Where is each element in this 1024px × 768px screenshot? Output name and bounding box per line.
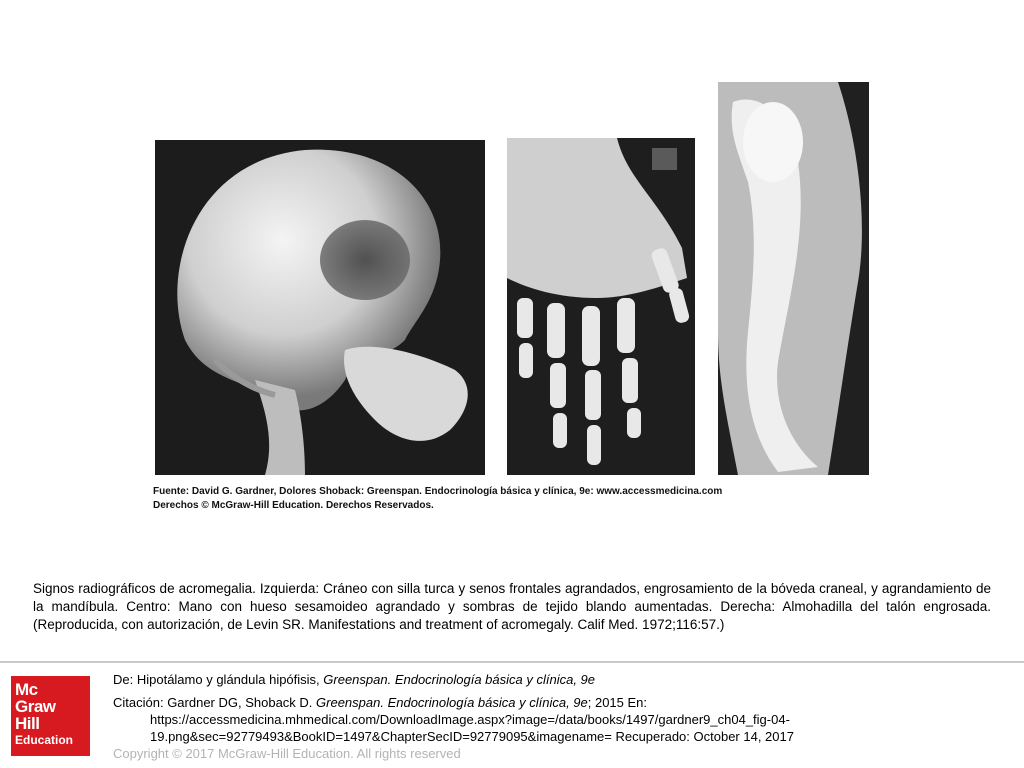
citation-block bbox=[113, 671, 873, 745]
copyright-notice: Copyright © 2017 McGraw-Hill Education. All rights reserved bbox=[113, 746, 461, 761]
source-note-line-1: Fuente: David G. Gardner, Dolores Shoback: Greenspan. Endocrinología básica y clínica, 9e: www.accessmedicina.com bbox=[153, 486, 723, 497]
source-note-line-2: Derechos © McGraw-Hill Education. Derechos Reservados. bbox=[153, 500, 434, 511]
citation-url-line-1[interactable]: https://accessmedicina.mhmedical.com/DownloadImage.aspx?image=/data/books/1497/gardner9_ch04_fig-04- bbox=[150, 712, 790, 727]
logo-line-2: Graw bbox=[15, 697, 56, 716]
source-book-title: Greenspan. Endocrinología básica y clínica, 9e bbox=[323, 672, 595, 687]
citation-prefix: Citación: Gardner DG, Shoback D. bbox=[113, 695, 317, 710]
source-chapter-prefix: De: Hipotálamo y glándula hipófisis, bbox=[113, 672, 324, 687]
source-chapter-line bbox=[113, 671, 873, 688]
heel-xray-image bbox=[718, 82, 869, 475]
citation-url-line-2[interactable]: 19.png&sec=92779493&BookID=1497&ChapterSecID=92779095&imagename= Recuperado: October 14, 2017 bbox=[150, 729, 794, 744]
logo-line-4: Education bbox=[15, 733, 74, 747]
footer-divider bbox=[0, 661, 1024, 663]
citation-suffix: ; 2015 En: bbox=[587, 695, 648, 710]
mcgraw-hill-education-logo bbox=[11, 676, 90, 756]
hand-xray-image bbox=[507, 138, 695, 475]
citation-line bbox=[113, 694, 873, 711]
figure-source-note bbox=[153, 485, 873, 513]
skull-xray-image bbox=[155, 140, 485, 475]
logo-line-1: Mc bbox=[15, 680, 38, 699]
logo-line-3: Hill bbox=[15, 714, 40, 733]
figure-caption: Signos radiográficos de acromegalia. Izquierda: Cráneo con silla turca y senos frontales agrandados, engrosamiento de la bóveda craneal, y agrandamiento de la mandíbula. Centro: Mano con hueso sesamoideo agrandado y sombras de tejido blando aumentadas. Derecha: Almohadilla del talón engrosada. (Reproducida, con autorización, de Levin SR. Manifestations and treatment of acromegaly. Calif Med. 1972;116:57.) bbox=[33, 581, 991, 632]
citation-book-title: Greenspan. Endocrinología básica y clínica, 9e bbox=[316, 695, 588, 710]
